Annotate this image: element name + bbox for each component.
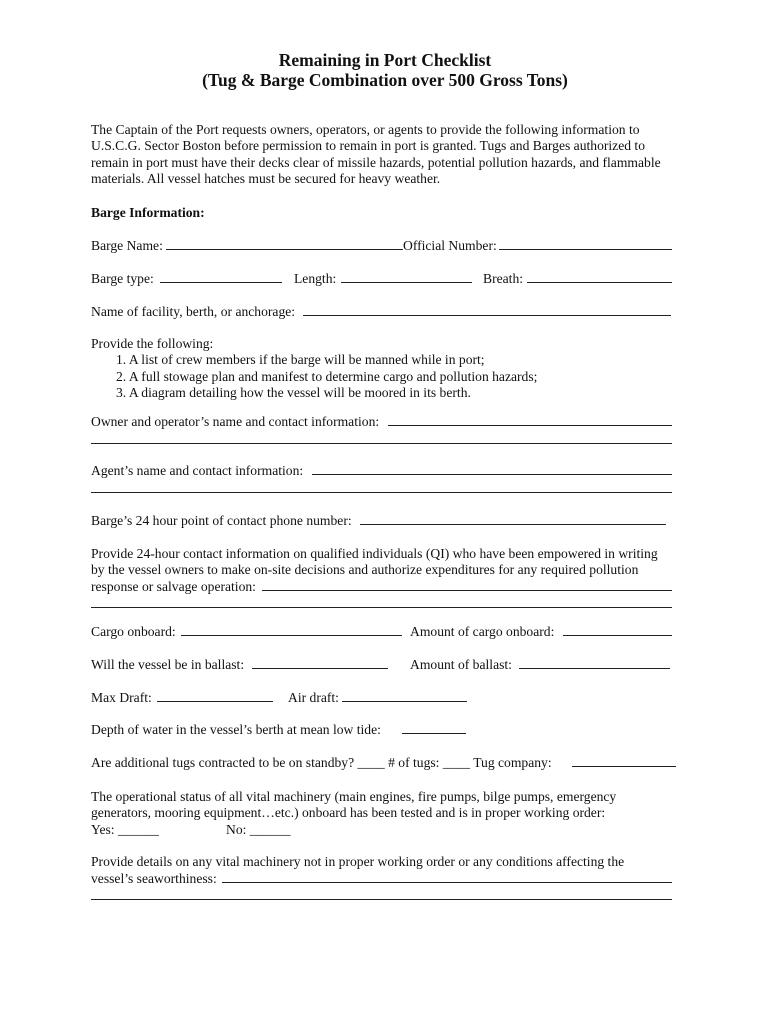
official-number-field[interactable] (499, 249, 672, 250)
phone-label: Barge’s 24 hour point of contact phone number: (91, 513, 352, 528)
amount-ballast-field[interactable] (519, 668, 670, 669)
barge-name-field[interactable] (166, 249, 403, 250)
facility-label: Name of facility, berth, or anchorage: (91, 304, 296, 319)
owner-operator-field-continued[interactable] (91, 443, 672, 444)
no-field[interactable]: No: ______ (226, 822, 291, 837)
owner-operator-field[interactable] (388, 425, 672, 426)
breath-field[interactable] (527, 282, 672, 283)
barge-type-label: Barge type: (91, 271, 154, 286)
barge-name-label: Barge Name: (91, 238, 163, 253)
additional-tugs-label: Are additional tugs contracted to be on standby? ____ # of tugs: ____ Tug company: (91, 755, 552, 770)
intro-line: U.S.C.G. Sector Boston before permission to remain in port is granted. Tugs and Barges authorized to (91, 138, 646, 153)
amount-ballast-label: Amount of ballast: (410, 657, 512, 672)
barge-info-heading: Barge Information: (91, 205, 205, 220)
ballast-field[interactable] (252, 668, 388, 669)
owner-operator-label: Owner and operator’s name and contact information: (91, 414, 380, 429)
details-line: vessel’s seaworthiness: (91, 871, 217, 886)
qi-field-continued[interactable] (91, 607, 672, 608)
details-field-continued[interactable] (91, 899, 672, 900)
depth-water-field[interactable] (402, 733, 466, 734)
list-item: 1. A list of crew members if the barge will be manned while in port; (116, 352, 485, 367)
phone-field[interactable] (360, 524, 666, 525)
barge-type-field[interactable] (160, 282, 282, 283)
length-field[interactable] (341, 282, 472, 283)
amount-cargo-field[interactable] (563, 635, 672, 636)
title-line-2: (Tug & Barge Combination over 500 Gross Tons) (202, 70, 568, 90)
max-draft-label: Max Draft: (91, 690, 152, 705)
official-number-label: Official Number: (403, 238, 497, 253)
intro-line: remain in port must have their decks clear of missile hazards, potential pollution hazards, and flammable (91, 155, 661, 170)
breath-label: Breath: (483, 271, 524, 286)
tug-company-field[interactable] (572, 766, 676, 767)
provide-heading: Provide the following: (91, 336, 214, 351)
details-field[interactable] (222, 882, 672, 883)
intro-line: materials. All vessel hatches must be secured for heavy weather. (91, 171, 441, 186)
details-line: Provide details on any vital machinery not in proper working order or any conditions affecting the (91, 854, 625, 869)
qi-line: Provide 24-hour contact information on qualified individuals (QI) who have been empowered in writing (91, 546, 658, 561)
qi-line: response or salvage operation: (91, 579, 256, 594)
max-draft-field[interactable] (157, 701, 273, 702)
cargo-onboard-label: Cargo onboard: (91, 624, 176, 639)
list-item: 2. A full stowage plan and manifest to determine cargo and pollution hazards; (116, 369, 538, 384)
length-label: Length: (294, 271, 337, 286)
ballast-label: Will the vessel be in ballast: (91, 657, 245, 672)
air-draft-field[interactable] (342, 701, 467, 702)
title-line-1: Remaining in Port Checklist (278, 50, 492, 70)
amount-cargo-label: Amount of cargo onboard: (410, 624, 555, 639)
depth-water-label: Depth of water in the vessel’s berth at mean low tide: (91, 722, 381, 737)
intro-line: The Captain of the Port requests owners, operators, or agents to provide the following information to (91, 122, 640, 137)
agent-field-continued[interactable] (91, 492, 672, 493)
facility-field[interactable] (303, 315, 671, 316)
qi-line: by the vessel owners to make on-site decisions and authorize expenditures for any required pollution (91, 562, 639, 577)
qi-field[interactable] (262, 590, 672, 591)
air-draft-label: Air draft: (288, 690, 339, 705)
operational-line: The operational status of all vital machinery (main engines, fire pumps, bilge pumps, emergency (91, 789, 617, 804)
operational-line: generators, mooring equipment…etc.) onboard has been tested and is in proper working order: (91, 805, 606, 820)
agent-field[interactable] (312, 474, 672, 475)
cargo-onboard-field[interactable] (181, 635, 402, 636)
yes-field[interactable]: Yes: ______ (91, 822, 159, 837)
list-item: 3. A diagram detailing how the vessel will be moored in its berth. (116, 385, 471, 400)
agent-label: Agent’s name and contact information: (91, 463, 304, 478)
